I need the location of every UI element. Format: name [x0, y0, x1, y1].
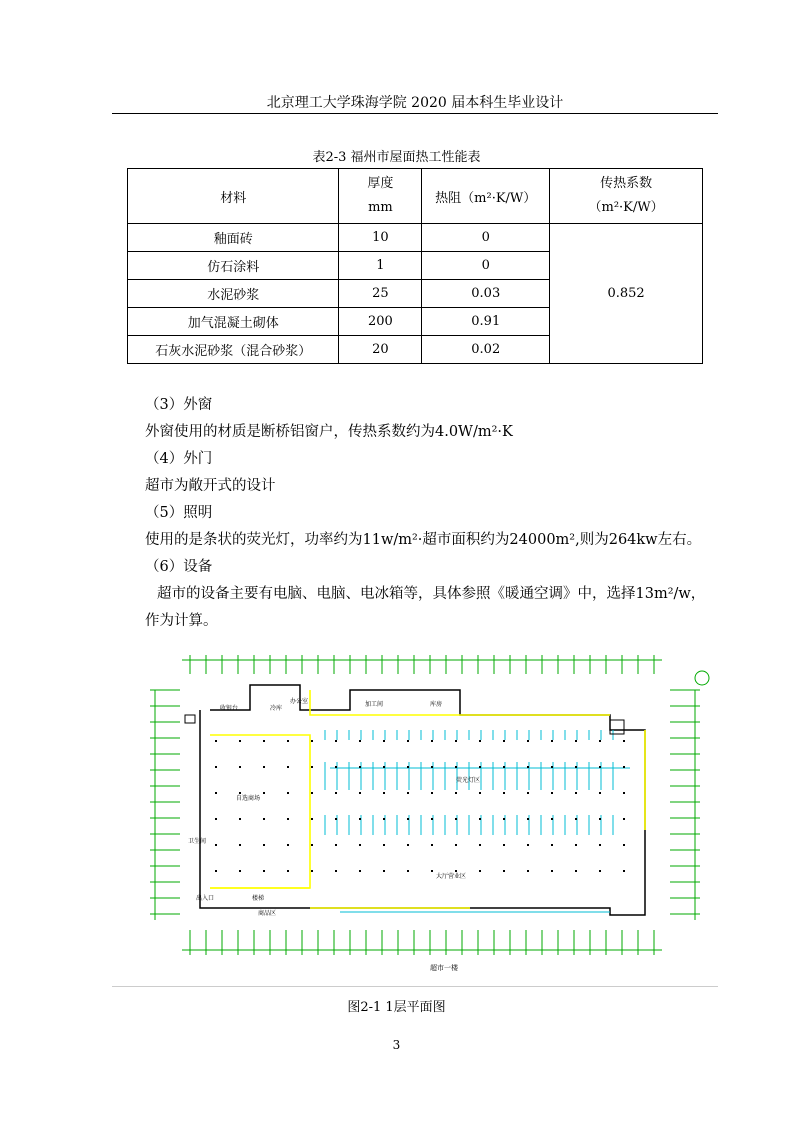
column-dot	[383, 844, 385, 846]
plan-label-lighting: 荧光灯区	[456, 777, 481, 784]
cell-resistance: 0	[422, 224, 550, 252]
column-dot	[215, 766, 217, 768]
plan-label-stairs: 楼梯	[252, 895, 265, 902]
column-dot	[527, 740, 529, 742]
header-coef-line1: 传热系数	[600, 176, 653, 191]
section-heading: （6）设备	[145, 559, 213, 575]
column-dot	[311, 792, 313, 794]
column-dot	[335, 844, 337, 846]
section-heading: （5）照明	[145, 505, 213, 521]
column-dot	[215, 818, 217, 820]
column-dot	[287, 870, 289, 872]
column-dot	[551, 870, 553, 872]
column-dot	[575, 792, 577, 794]
column-dot	[287, 844, 289, 846]
column-dot	[239, 870, 241, 872]
paragraph: 超市为敞开式的设计	[145, 478, 276, 494]
column-dot	[455, 740, 457, 742]
column-dot	[287, 766, 289, 768]
column-dot	[575, 766, 577, 768]
column-dot	[263, 792, 265, 794]
column-dot	[407, 844, 409, 846]
column-dot	[215, 870, 217, 872]
column-dot	[431, 818, 433, 820]
column-dot	[527, 844, 529, 846]
column-dots	[215, 740, 625, 872]
section-heading: （4）外门	[145, 451, 213, 467]
column-dot	[215, 844, 217, 846]
column-dot	[503, 844, 505, 846]
column-dot	[551, 818, 553, 820]
column-dot	[479, 844, 481, 846]
plan-label-office: 办公室	[290, 698, 309, 705]
floor-plan-drawing	[140, 650, 718, 975]
column-dot	[359, 818, 361, 820]
plan-linework	[150, 655, 709, 955]
column-dot	[431, 740, 433, 742]
column-dot	[527, 766, 529, 768]
header-thickness-line2: mm	[368, 200, 393, 215]
column-dot	[335, 740, 337, 742]
column-dot	[239, 792, 241, 794]
column-dot	[359, 870, 361, 872]
section-heading: （3）外窗	[145, 397, 213, 413]
column-dot	[575, 740, 577, 742]
column-dot	[503, 870, 505, 872]
plan-title: 超市一楼	[430, 964, 458, 972]
header-rule	[112, 113, 718, 114]
cell-material: 釉面砖	[128, 224, 339, 252]
column-dot	[551, 792, 553, 794]
column-dot	[407, 766, 409, 768]
column-dot	[215, 740, 217, 742]
column-dot	[479, 792, 481, 794]
column-dot	[599, 766, 601, 768]
column-dot	[287, 818, 289, 820]
column-dot	[311, 818, 313, 820]
cell-thickness: 10	[339, 224, 422, 252]
column-dot	[623, 818, 625, 820]
header-material: 材料	[128, 169, 339, 224]
column-dot	[599, 792, 601, 794]
column-dot	[383, 766, 385, 768]
table-header-row	[128, 169, 703, 224]
column-dot	[383, 870, 385, 872]
column-dot	[623, 740, 625, 742]
column-dot	[359, 766, 361, 768]
paragraph: 超市的设备主要有电脑、电脑、电冰箱等，具体参照《暖通空调》中，选择13m²/w，	[157, 586, 706, 602]
plan-label-cold-storage: 冷库	[270, 705, 283, 712]
column-dot	[407, 870, 409, 872]
column-dot	[479, 766, 481, 768]
column-dot	[311, 766, 313, 768]
cell-coefficient: 0.852	[550, 224, 703, 364]
cell-resistance: 0.91	[422, 308, 550, 336]
column-dot	[455, 844, 457, 846]
cell-resistance: 0	[422, 252, 550, 280]
table-caption: 表2-3 福州市屋面热工性能表	[312, 150, 481, 165]
cell-thickness: 20	[339, 336, 422, 364]
cell-material: 加气混凝土砌体	[128, 308, 339, 336]
column-dot	[263, 766, 265, 768]
column-dot	[263, 870, 265, 872]
plan-label-self-service: 自选商场	[236, 795, 261, 802]
column-dot	[527, 870, 529, 872]
column-dot	[335, 792, 337, 794]
column-dot	[599, 870, 601, 872]
page-number: 3	[392, 1038, 401, 1052]
column-dot	[623, 844, 625, 846]
plan-label-processing: 加工间	[365, 701, 384, 708]
cell-material: 仿石涂料	[128, 252, 339, 280]
paragraph: 外窗使用的材质是断桥铝窗户，传热系数约为4.0W/m²·K	[145, 424, 513, 440]
grid-ticks	[150, 655, 700, 955]
column-dot	[551, 766, 553, 768]
column-dot	[503, 818, 505, 820]
column-dot	[263, 844, 265, 846]
plan-label-restroom: 卫生间	[188, 838, 207, 845]
column-dot	[503, 766, 505, 768]
thermal-table	[127, 168, 703, 364]
cell-thickness: 25	[339, 280, 422, 308]
paragraph: 使用的是条状的荧光灯，功率约为11w/m²·超市面积约为24000m²,则为264kw左右。	[145, 532, 702, 548]
column-dot	[599, 844, 601, 846]
plan-label-storeroom: 库房	[430, 701, 443, 708]
plan-label-entrance: 出入口	[196, 895, 215, 902]
cell-thickness: 200	[339, 308, 422, 336]
column-dot	[479, 818, 481, 820]
plan-label-goods: 商品区	[258, 910, 277, 917]
column-dot	[551, 740, 553, 742]
column-dot	[359, 740, 361, 742]
column-dot	[359, 844, 361, 846]
column-dot	[383, 740, 385, 742]
column-dot	[383, 818, 385, 820]
column-dot	[287, 792, 289, 794]
column-dot	[551, 844, 553, 846]
column-dot	[599, 818, 601, 820]
column-dot	[527, 818, 529, 820]
column-dot	[623, 792, 625, 794]
column-dot	[623, 766, 625, 768]
column-dot	[383, 792, 385, 794]
cell-thickness: 1	[339, 252, 422, 280]
plan-label-hall: 大厅营业区	[436, 873, 467, 880]
cell-resistance: 0.02	[422, 336, 550, 364]
column-dot	[455, 818, 457, 820]
header-coefficient	[550, 169, 703, 224]
column-dot	[263, 740, 265, 742]
column-dot	[215, 792, 217, 794]
column-dot	[335, 766, 337, 768]
column-dot	[575, 844, 577, 846]
cell-material: 石灰水泥砂浆（混合砂浆）	[128, 336, 339, 364]
column-dot	[239, 818, 241, 820]
figure-caption: 图2-1 1层平面图	[347, 1000, 446, 1015]
column-dot	[431, 766, 433, 768]
header-thickness	[339, 169, 422, 224]
column-dot	[455, 792, 457, 794]
column-dot	[335, 818, 337, 820]
column-dot	[431, 870, 433, 872]
column-dot	[575, 870, 577, 872]
header-coef-line2: （m²·K/W）	[588, 200, 664, 215]
column-dot	[479, 870, 481, 872]
column-dot	[311, 844, 313, 846]
column-dot	[287, 740, 289, 742]
header-thickness-line1: 厚度	[367, 176, 394, 191]
cell-material: 水泥砂浆	[128, 280, 339, 308]
page-header: 北京理工大学珠海学院 2020 届本科生毕业设计	[266, 95, 564, 111]
cell-resistance: 0.03	[422, 280, 550, 308]
paragraph: 作为计算。	[145, 613, 218, 629]
column-dot	[575, 818, 577, 820]
column-dot	[263, 818, 265, 820]
column-dot	[311, 740, 313, 742]
column-dot	[455, 766, 457, 768]
table-row	[128, 224, 703, 252]
column-dot	[239, 844, 241, 846]
column-dot	[479, 740, 481, 742]
column-dot	[503, 792, 505, 794]
column-dot	[455, 870, 457, 872]
column-dot	[407, 792, 409, 794]
column-dot	[431, 792, 433, 794]
column-dot	[431, 844, 433, 846]
figure-rule	[112, 986, 718, 987]
column-dot	[599, 740, 601, 742]
column-dot	[407, 818, 409, 820]
column-dot	[359, 792, 361, 794]
column-dot	[311, 870, 313, 872]
column-dot	[335, 870, 337, 872]
column-dot	[239, 740, 241, 742]
column-dot	[503, 740, 505, 742]
column-dot	[623, 870, 625, 872]
column-dot	[407, 740, 409, 742]
column-dot	[239, 766, 241, 768]
column-dot	[527, 792, 529, 794]
plan-label-cashier: 收银台	[220, 705, 239, 712]
header-resistance: 热阻（m²·K/W）	[422, 169, 550, 224]
